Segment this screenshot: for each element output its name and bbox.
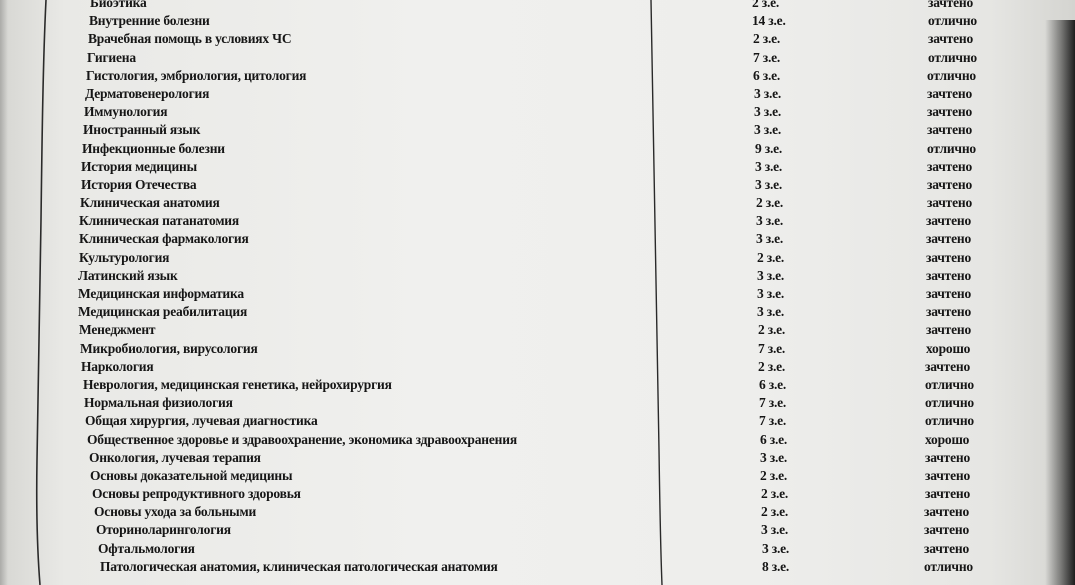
- credit-units: 9 з.е.: [755, 140, 783, 156]
- subject-name: Гистология, эмбриология, цитология: [86, 67, 307, 83]
- grade-value: отлично: [927, 140, 976, 156]
- subject-name: Клиническая анатомия: [80, 195, 220, 211]
- credit-units: 2 з.е.: [761, 504, 789, 520]
- subject-name: Инфекционные болезни: [82, 140, 225, 156]
- table-row: [0, 449, 1075, 467]
- table-row: [0, 521, 1075, 539]
- subject-name: Врачебная помощь в условиях ЧС: [88, 31, 292, 47]
- credit-units: 3 з.е.: [755, 158, 783, 174]
- credit-units: 2 з.е.: [757, 249, 785, 265]
- credit-units: 7 з.е.: [759, 395, 787, 411]
- credit-units: 2 з.е.: [752, 0, 780, 10]
- grade-value: зачтено: [924, 522, 969, 538]
- grade-value: зачтено: [927, 104, 972, 120]
- credit-units: 6 з.е.: [753, 67, 781, 83]
- credit-units: 3 з.е.: [760, 449, 788, 465]
- table-row: [0, 285, 1075, 303]
- subject-name: Офтальмология: [98, 540, 195, 556]
- grade-value: хорошо: [926, 340, 971, 356]
- table-row: [0, 340, 1075, 358]
- grade-value: зачтено: [925, 467, 970, 483]
- grade-value: отлично: [925, 395, 974, 411]
- subject-name: Медицинская информатика: [78, 286, 244, 301]
- grade-value: зачтено: [924, 504, 969, 520]
- table-row: [0, 212, 1075, 230]
- grade-value: зачтено: [928, 0, 973, 10]
- subject-name: Менеджмент: [79, 322, 156, 338]
- credit-units: 7 з.е.: [758, 340, 786, 356]
- grade-value: зачтено: [925, 486, 970, 502]
- table-row: [0, 103, 1075, 121]
- grade-value: зачтено: [925, 358, 970, 374]
- table-row: [0, 230, 1075, 248]
- subject-name: Биоэтика: [90, 0, 147, 10]
- credit-units: 3 з.е.: [754, 122, 782, 138]
- table-row: [0, 558, 1075, 576]
- credit-units: 6 з.е.: [760, 431, 788, 447]
- subject-name: Патологическая анатомия, клиническая патологическая анатомия: [100, 558, 498, 574]
- grade-value: зачтено: [927, 122, 972, 138]
- credit-units: 2 з.е.: [753, 31, 781, 47]
- subject-name: Внутренние болезни: [89, 13, 210, 29]
- subject-name: Клиническая патанатомия: [79, 213, 239, 229]
- subject-name: Основы ухода за больными: [94, 504, 257, 520]
- credit-units: 3 з.е.: [755, 176, 783, 192]
- grade-value: зачтено: [926, 322, 971, 338]
- grade-value: хорошо: [925, 431, 970, 447]
- grade-value: отлично: [924, 558, 973, 574]
- table-row: [0, 303, 1075, 321]
- subject-name: Основы доказательной медицины: [90, 467, 293, 483]
- table-row: [0, 12, 1075, 30]
- table-row: [0, 540, 1075, 558]
- table-row: [0, 0, 1075, 12]
- credit-units: 2 з.е.: [761, 486, 789, 502]
- subject-name: Иммунология: [84, 104, 168, 120]
- grade-value: зачтено: [926, 304, 971, 320]
- grade-value: зачтено: [926, 231, 971, 247]
- subject-name: Нормальная физиология: [84, 395, 233, 411]
- credit-units: 7 з.е.: [759, 413, 787, 429]
- table-row: [0, 158, 1075, 176]
- subject-name: История медицины: [81, 158, 197, 174]
- table-row: [0, 394, 1075, 412]
- credit-units: 3 з.е.: [757, 304, 785, 320]
- table-row: [0, 140, 1075, 158]
- grade-value: зачтено: [927, 158, 972, 174]
- subject-name: Неврология, медицинская генетика, нейрохирургия: [83, 376, 392, 392]
- credit-units: 3 з.е.: [754, 104, 782, 120]
- subject-name: Общая хирургия, лучевая диагностика: [85, 413, 318, 429]
- subject-name: Основы репродуктивного здоровья: [92, 486, 301, 502]
- table-row: [0, 412, 1075, 430]
- subject-name: Онкология, лучевая терапия: [89, 449, 261, 465]
- credit-units: 7 з.е.: [753, 49, 781, 65]
- subject-name: Наркология: [81, 358, 154, 374]
- credit-units: 3 з.е.: [762, 540, 790, 556]
- subject-name: Общественное здоровье и здравоохранение, экономика здравоохранения: [87, 431, 517, 447]
- credit-units: 3 з.е.: [761, 522, 789, 538]
- table-row: [0, 358, 1075, 376]
- table-row: [0, 49, 1075, 67]
- grade-value: зачтено: [924, 540, 969, 556]
- credit-units: 3 з.е.: [757, 286, 785, 301]
- table-row: [0, 485, 1075, 503]
- subject-name: Медицинская реабилитация: [78, 304, 248, 320]
- credit-units: 2 з.е.: [760, 467, 788, 483]
- credit-units: 2 з.е.: [758, 322, 786, 338]
- credit-units: 2 з.е.: [758, 358, 786, 374]
- table-row: [0, 85, 1075, 103]
- credit-units: 3 з.е.: [756, 213, 784, 229]
- table-row: [0, 176, 1075, 194]
- table-row: [0, 267, 1075, 285]
- grade-value: зачтено: [925, 449, 970, 465]
- grade-value: зачтено: [927, 176, 972, 192]
- grade-value: зачтено: [927, 85, 972, 101]
- table-row: [0, 431, 1075, 449]
- subject-name: Культурология: [79, 249, 170, 265]
- subject-name: Иностранный язык: [83, 122, 201, 138]
- table-row: [0, 249, 1075, 267]
- grade-value: отлично: [927, 67, 976, 83]
- grade-value: зачтено: [926, 213, 971, 229]
- subject-name: Оториноларингология: [96, 522, 231, 538]
- table-row: [0, 194, 1075, 212]
- credit-units: 6 з.е.: [759, 376, 787, 392]
- grade-value: отлично: [925, 413, 974, 429]
- subject-name: История Отечества: [81, 176, 197, 192]
- table-row: [0, 121, 1075, 139]
- grade-value: зачтено: [927, 195, 972, 211]
- table-row: [0, 321, 1075, 339]
- table-row: [0, 467, 1075, 485]
- subject-name: Дерматовенерология: [85, 85, 210, 101]
- credit-units: 8 з.е.: [762, 558, 790, 574]
- table-row: [0, 67, 1075, 85]
- credit-units: 3 з.е.: [754, 85, 782, 101]
- table-row: [0, 30, 1075, 48]
- credit-units: 14 з.е.: [752, 13, 786, 29]
- table-row: [0, 376, 1075, 394]
- subject-name: Латинский язык: [78, 267, 178, 283]
- grade-value: отлично: [928, 49, 977, 65]
- table-row: [0, 503, 1075, 521]
- page-fold-shadow: [1045, 20, 1075, 585]
- grade-value: зачтено: [926, 286, 971, 301]
- grade-value: зачтено: [928, 31, 973, 47]
- credit-units: 2 з.е.: [756, 195, 784, 211]
- subject-name: Гигиена: [87, 49, 136, 65]
- grade-value: зачтено: [926, 249, 971, 265]
- credit-units: 3 з.е.: [757, 267, 785, 283]
- credit-units: 3 з.е.: [756, 231, 784, 247]
- grade-value: отлично: [925, 376, 974, 392]
- subject-name: Микробиология, вирусология: [80, 340, 258, 356]
- subject-name: Клиническая фармакология: [79, 231, 249, 247]
- grade-value: отлично: [928, 13, 977, 29]
- grade-value: зачтено: [926, 267, 971, 283]
